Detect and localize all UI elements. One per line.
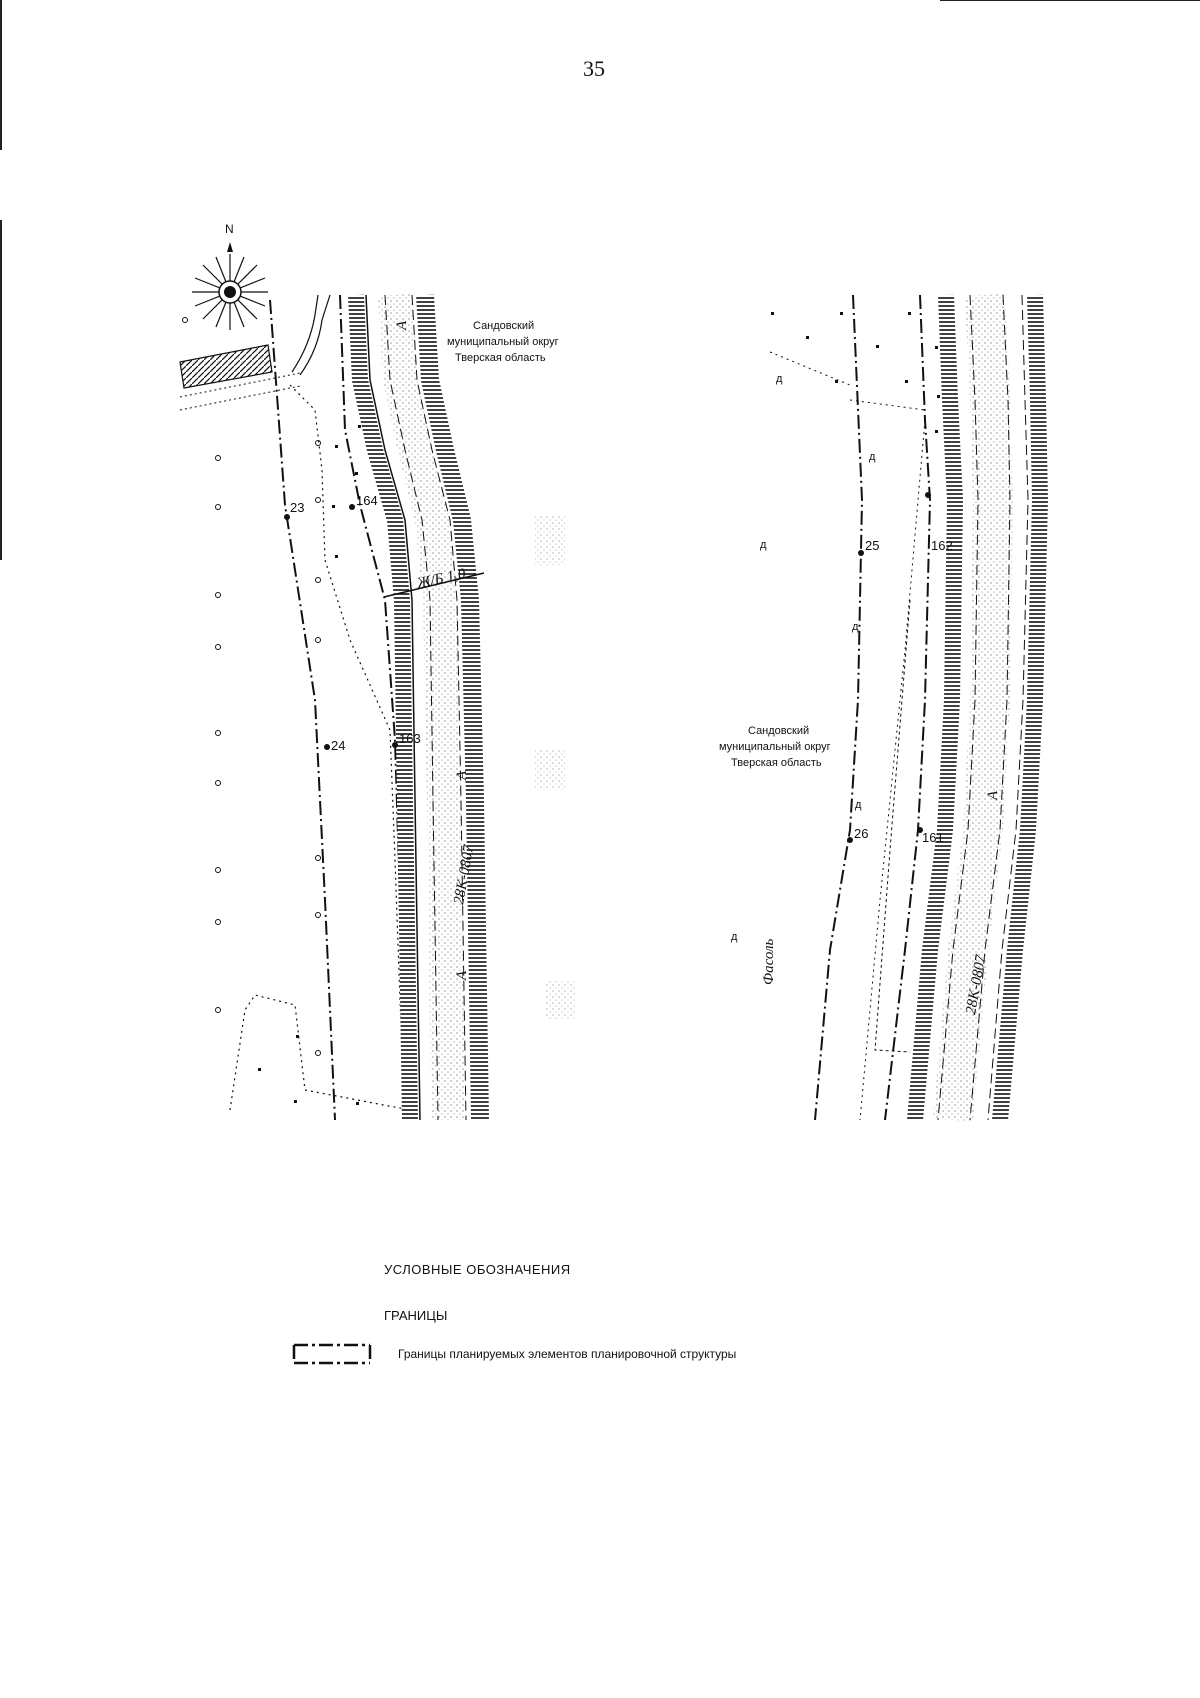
region-label-right-1: Сандовский: [748, 725, 810, 737]
tree-symbol-1: д: [776, 373, 783, 385]
tree-symbol-4: д: [852, 621, 859, 633]
point-label-25: 25: [865, 538, 880, 553]
point-label-163: 163: [399, 731, 421, 746]
region-label-right-3: Тверская область: [731, 757, 822, 769]
north-label: N: [225, 222, 234, 236]
boundary-symbol-icon: [292, 1340, 372, 1368]
region-label-left-2: муниципальный округ: [447, 336, 559, 348]
left-map-sheet: [180, 222, 575, 1120]
point-label-164: 164: [356, 493, 378, 508]
legend-section-title: ГРАНИЦЫ: [384, 1308, 448, 1323]
road-code-left: 28К-0807: [451, 843, 478, 906]
pipe-label: Ж/Б 1,0: [415, 566, 468, 592]
point-label-26: 26: [854, 826, 869, 841]
point-label-24: 24: [331, 738, 346, 753]
right-map-sheet: [719, 295, 1040, 1120]
road-marker-left-mid: А: [454, 770, 470, 780]
tree-symbol-6: д: [731, 931, 738, 943]
legend-item-boundary: [292, 1340, 736, 1368]
road-marker-left-bottom: А: [454, 970, 470, 980]
region-label-right-2: муниципальный округ: [719, 741, 831, 753]
place-name-fasol: Фасоль: [761, 938, 777, 985]
tree-symbol-3: д: [760, 539, 767, 551]
legend-title: УСЛОВНЫЕ ОБОЗНАЧЕНИЯ: [384, 1262, 571, 1277]
road-marker-left-top: А: [394, 320, 410, 330]
point-label-162: 162: [931, 538, 953, 553]
survey-marks-left: [183, 318, 362, 1106]
page-number: 35: [583, 56, 605, 81]
point-label-161: 161: [922, 830, 944, 845]
point-label-23: 23: [290, 500, 305, 515]
tree-symbol-5: д: [855, 799, 862, 811]
legend-item-label: Границы планируемых элементов планировочной структуры: [398, 1347, 737, 1361]
tree-symbol-2: д: [869, 451, 876, 463]
embankment-hatch: [180, 345, 272, 388]
road-marker-right: А: [985, 790, 1001, 800]
region-label-left-3: Тверская область: [455, 352, 546, 364]
road-code-right: 28К-0807: [963, 953, 990, 1016]
compass-rose-icon: [192, 242, 268, 330]
region-label-left-1: Сандовский: [473, 320, 535, 332]
